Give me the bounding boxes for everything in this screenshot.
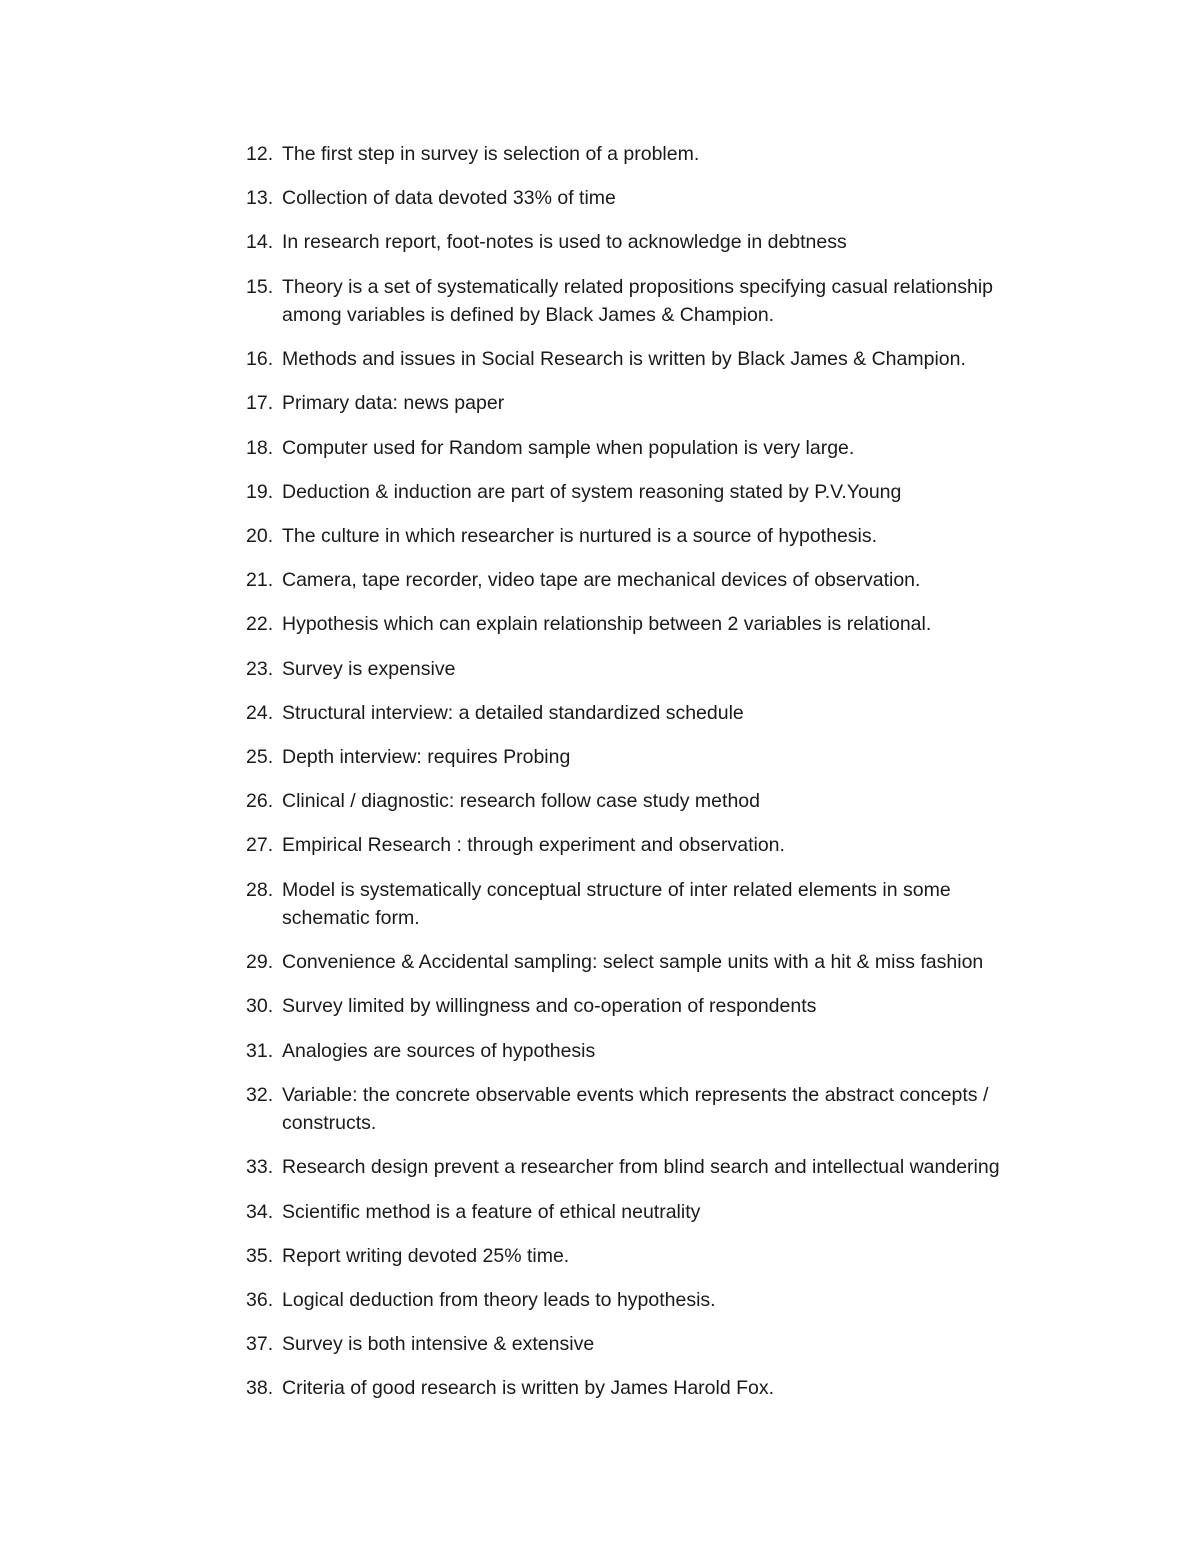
list-item — [246, 699, 1016, 728]
item-text: Logical deduction from theory leads to hypothesis. — [282, 1289, 716, 1311]
numbered-list — [246, 140, 1016, 1419]
item-text: Model is systematically conceptual structure of inter related elements in some schematic form. — [282, 878, 951, 929]
list-item — [246, 345, 1016, 374]
item-text: Research design prevent a researcher from blind search and intellectual wandering — [282, 1156, 1000, 1179]
list-item — [246, 655, 1016, 684]
item-number: 16. — [246, 348, 274, 371]
item-number: 26. — [246, 790, 274, 813]
item-number: 15. — [246, 275, 274, 298]
item-text: Methods and issues in Social Research is written by Black James & Champion. — [282, 348, 966, 371]
list-item — [246, 1037, 1016, 1066]
item-text: Convenience & Accidental sampling: select sample units with a hit & miss fashion — [282, 951, 984, 974]
item-number: 14. — [246, 231, 274, 254]
list-item — [246, 228, 1016, 257]
item-text: Clinical / diagnostic: research follow case study method — [282, 790, 760, 813]
item-text: The culture in which researcher is nurtured is a source of hypothesis. — [282, 525, 878, 547]
list-item — [246, 743, 1016, 772]
item-text: Depth interview: requires Probing — [282, 745, 571, 768]
list-item — [246, 1153, 1016, 1182]
list-item — [246, 1374, 1016, 1403]
list-item — [246, 1330, 1016, 1359]
item-number: 32. — [246, 1083, 274, 1106]
item-number: 25. — [246, 745, 274, 768]
item-text: Collection of data devoted 33% of time — [282, 187, 616, 210]
list-item — [246, 876, 1016, 933]
list-item — [246, 184, 1016, 213]
list-item — [246, 273, 1016, 330]
item-text: Survey limited by willingness and co-operation of respondents — [282, 995, 817, 1018]
item-number: 13. — [246, 187, 274, 210]
item-text: Empirical Research : through experiment and observation. — [282, 834, 785, 857]
item-text: Criteria of good research is written by James Harold Fox. — [282, 1377, 775, 1400]
item-number: 28. — [246, 878, 274, 901]
item-number: 37. — [246, 1333, 274, 1356]
list-item — [246, 948, 1016, 977]
list-item — [246, 992, 1016, 1021]
item-text: Theory is a set of systematically related propositions specifying casual relationship among variables is defined by Black James & Champion. — [282, 275, 994, 327]
item-text: Structural interview: a detailed standardized schedule — [282, 701, 744, 724]
item-text: Survey is expensive — [282, 657, 456, 680]
list-item — [246, 1286, 1016, 1315]
item-number: 19. — [246, 480, 274, 503]
item-text: Scientific method is a feature of ethical neutrality — [282, 1200, 701, 1223]
item-number: 22. — [246, 613, 274, 636]
item-number: 34. — [246, 1200, 274, 1223]
item-number: 30. — [246, 995, 274, 1018]
item-text: Analogies are sources of hypothesis — [282, 1039, 596, 1062]
list-item — [246, 1198, 1016, 1227]
item-text: Deduction & induction are part of system reasoning stated by P.V.Young — [282, 480, 902, 503]
item-number: 24. — [246, 701, 274, 724]
list-item — [246, 1081, 1016, 1138]
item-number: 35. — [246, 1244, 274, 1267]
list-item — [246, 389, 1016, 418]
item-number: 29. — [246, 951, 274, 974]
item-text: Camera, tape recorder, video tape are mechanical devices of observation. — [282, 569, 921, 592]
item-text: Survey is both intensive & extensive — [282, 1333, 595, 1356]
item-text: Variable: the concrete observable events which represents the abstract concepts / constructs. — [282, 1083, 989, 1135]
item-number: 33. — [246, 1156, 274, 1179]
item-number: 31. — [246, 1039, 274, 1062]
list-item — [246, 522, 1016, 551]
item-number: 38. — [246, 1377, 274, 1400]
item-number: 21. — [246, 569, 274, 592]
list-item — [246, 434, 1016, 463]
item-text: Primary data: news paper — [282, 392, 505, 415]
list-item — [246, 566, 1016, 595]
list-item — [246, 831, 1016, 860]
item-number: 27. — [246, 834, 274, 857]
list-item — [246, 787, 1016, 816]
item-number: 23. — [246, 657, 274, 680]
item-text: In research report, foot-notes is used to acknowledge in debtness — [282, 231, 847, 254]
list-item — [246, 478, 1016, 507]
item-number: 36. — [246, 1289, 274, 1311]
item-number: 17. — [246, 392, 274, 415]
item-text: The first step in survey is selection of a problem. — [282, 143, 700, 165]
item-number: 18. — [246, 436, 274, 459]
item-text: Hypothesis which can explain relationship between 2 variables is relational. — [282, 613, 932, 636]
item-text: Report writing devoted 25% time. — [282, 1244, 570, 1267]
list-item — [246, 610, 1016, 639]
item-number: 20. — [246, 525, 274, 547]
list-item — [246, 1242, 1016, 1271]
item-text: Computer used for Random sample when population is very large. — [282, 436, 855, 459]
list-item — [246, 140, 1016, 169]
item-number: 12. — [246, 143, 274, 165]
